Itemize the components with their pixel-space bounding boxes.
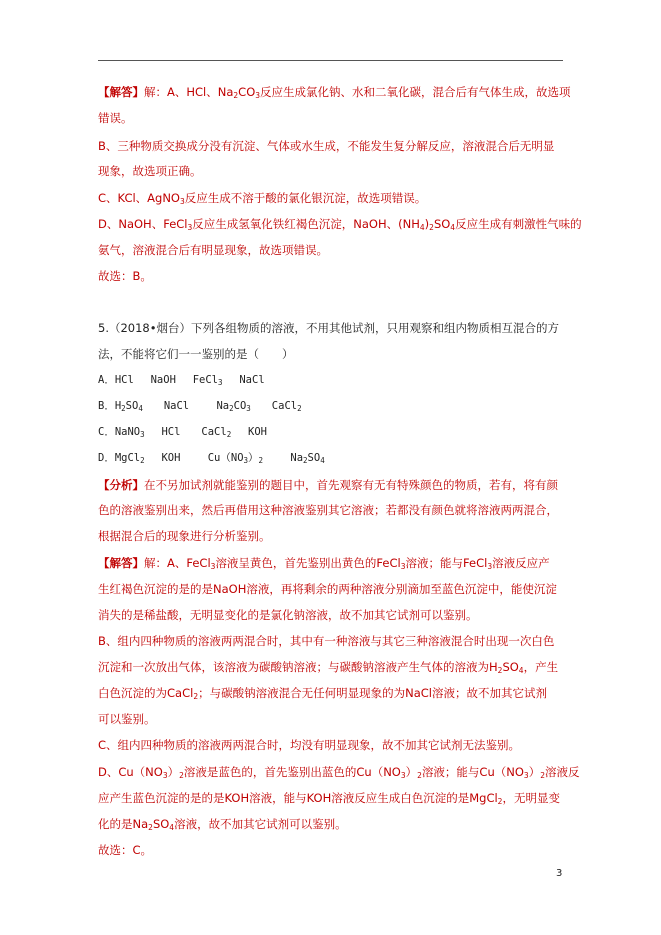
- page-number: 3: [556, 868, 563, 879]
- answer4-tag: 【解答】: [98, 85, 144, 99]
- header-rule: [98, 60, 563, 61]
- option-b: B．$H_2SO_4$ NaCl $Na_2CO_3$ CaCl$_2$: [98, 400, 302, 413]
- answer5-choice: 故选：C。: [98, 843, 153, 857]
- answer5-line5: 沉淀和一次放出气体，该溶液为碳酸钠溶液；与碳酸钠溶液产生气体的溶液为$H_2SO_4$，产生: [98, 660, 559, 675]
- option-c: C．NaNO$_3$ HCl CaCl$_2$ KOH: [98, 426, 268, 439]
- answer5-line3: 消失的是稀盐酸，无明显变化的是氯化钠溶液，故不加其它试剂可以鉴别。: [98, 608, 478, 622]
- option-d: D．MgCl$_2$ KOH $Cu(NO_3)_2$ $Na_2SO_4$: [98, 452, 325, 465]
- answer5-line11: 化的是$Na_2SO_4$溶液，故不加其它试剂可以鉴别。: [98, 817, 347, 832]
- answer5-line2: 生红褐色沉淀的是的是NaOH溶液，再将剩余的两种溶液分别滴加至蓝色沉淀中，能使沉淀: [98, 582, 557, 596]
- answer5-line7: 可以鉴别。: [98, 712, 156, 726]
- answer5-line9: D、$Cu(NO_3)_2$溶液是蓝色的，首先鉴别出蓝色的$Cu(NO_3)_2$溶液；能与$Cu(NO_3)_2$溶液反: [98, 765, 580, 780]
- answer4-line2: 错误。: [98, 111, 133, 125]
- answer4-line4: 现象，故选项正确。: [98, 164, 202, 178]
- answer5-tag: 【解答】: [98, 556, 144, 570]
- answer4-line7: 氨气，溶液混合后有明显现象，故选项错误。: [98, 243, 328, 257]
- analysis-line3: 根据混合后的现象进行分析鉴别。: [98, 529, 271, 543]
- analysis-tag: 【分析】: [98, 478, 144, 492]
- question5-stem-line1: 5.（2018•烟台）下列各组物质的溶液，不用其他试剂，只用观察和组内物质相互混合的方: [98, 321, 560, 335]
- answer4-line5: C、KCl、AgNO$_3$反应生成不溶于酸的氯化银沉淀，故选项错误。: [98, 191, 427, 206]
- answer4-choice: 故选：B。: [98, 269, 152, 283]
- question5-stem-line2: 法，不能将它们一一鉴别的是（ ）: [98, 347, 294, 361]
- answer4-line1: 【解答】解：A、HCl、$Na_2CO_3$反应生成氯化钠、水和二氧化碳，混合后有气体生成，故选项: [98, 85, 571, 100]
- answer5-line6: 白色沉淀的为CaCl$_2$；与碳酸钠溶液混合无任何明显现象的为NaCl溶液；故不加其它试剂: [98, 686, 547, 701]
- answer4-line3: B、三种物质交换成分没有沉淀、气体或水生成，不能发生复分解反应，溶液混合后无明显: [98, 139, 555, 153]
- answer5-line1: 【解答】解：A、FeCl$_3$溶液呈黄色，首先鉴别出黄色的FeCl$_3$溶液；能与FeCl$_3$溶液反应产: [98, 556, 550, 571]
- answer5-line8: C、组内四种物质的溶液两两混合时，均没有明显现象，故不加其它试剂无法鉴别。: [98, 738, 521, 752]
- answer4-line6: D、NaOH、FeCl$_3$反应生成氢氧化铁红褐色沉淀，NaOH、$(NH_4)_2SO_4$反应生成有刺激性气味的: [98, 217, 582, 232]
- analysis-line2: 色的溶液鉴别出来，然后再借用这种溶液鉴别其它溶液；若都没有颜色就将溶液两两混合，: [98, 503, 558, 517]
- answer5-line10: 应产生蓝色沉淀的是的是KOH溶液，能与KOH溶液反应生成白色沉淀的是MgCl$_2$，无明显变: [98, 791, 560, 806]
- answer5-line4: B、组内四种物质的溶液两两混合时，其中有一种溶液与其它三种溶液混合时出现一次白色: [98, 634, 555, 648]
- option-a: A．HCl NaOH FeCl$_3$ NaCl: [98, 374, 265, 387]
- analysis-line1: 【分析】在不另加试剂就能鉴别的题目中，首先观察有无有特殊颜色的物质，若有，将有颜: [98, 478, 558, 492]
